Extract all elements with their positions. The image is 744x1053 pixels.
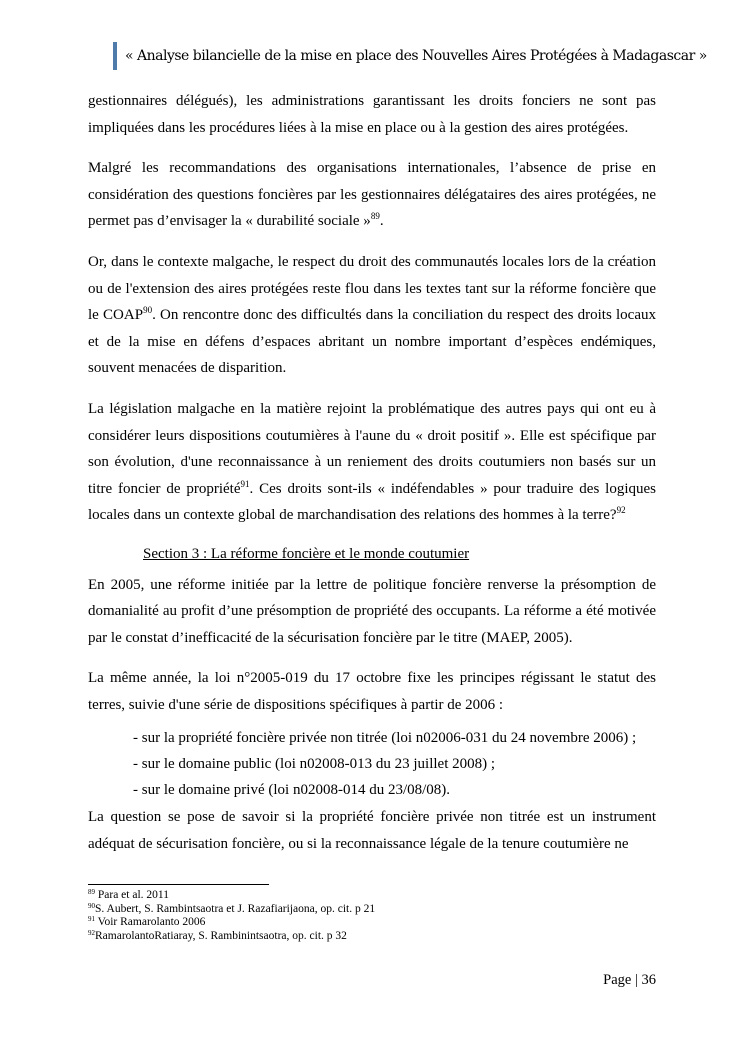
footnote-number: 89 — [88, 888, 95, 896]
running-header: « Analyse bilancielle de la mise en place des Nouvelles Aires Protégées à Madagascar » — [113, 42, 707, 70]
law-list — [88, 726, 656, 802]
footnote-separator — [88, 884, 269, 885]
footnote-ref: 89 — [370, 211, 380, 222]
footnote-text: S. Aubert, S. Rambintsaotra et J. Razafiarijaona, op. cit. p 21 — [95, 902, 376, 915]
footnote-ref: 90 — [143, 305, 153, 316]
footnote-number: 92 — [88, 928, 95, 937]
footnote-number: 90 — [88, 901, 95, 910]
paragraph — [88, 249, 656, 382]
paragraph-text: La législation malgache en la matière rejoint la problématique des autres pays qui ont eu à considérer leurs dispositions coutumières à l'aune du « droit positif ». Elle est spécifique par son évolution, d'une reconnaissance à un reniement des droits coutumiers non basés sur un titre foncier de propriété — [88, 400, 656, 497]
list-item: - sur le domaine public (loi n02008-013 du 23 juillet 2008) ; — [133, 756, 496, 773]
paragraph: gestionnaires délégués), les administrations garantissant les droits fonciers ne sont pas impliquées dans les procédures liées à la mise en place ou à la gestion des aires protégées. — [88, 93, 656, 136]
page-number: Page | 36 — [603, 972, 656, 988]
footnote — [88, 916, 375, 930]
section-heading: Section 3 : La réforme foncière et le monde coutumier — [143, 545, 470, 562]
paragraph-text: Or, dans le contexte malgache, le respect du droit des communautés locales lors de la création ou de l'extension des aires protégées reste flou dans les textes tant sur la réforme foncière que le COAP — [88, 253, 656, 324]
footnote-text: Para et al. 2011 — [95, 889, 169, 901]
paragraph: La même année, la loi n°2005-019 du 17 octobre fixe les principes régissant le statut des terres, suivie d'une série de dispositions spécifiques à partir de 2006 : — [88, 670, 656, 713]
paragraph-text: . Ces droits sont-ils « indéfendables » pour traduire des logiques locales dans un contexte global de marchandisation des relations des hommes à la terre? — [88, 480, 656, 524]
footnote-ref: 92 — [616, 505, 626, 516]
footnote — [88, 930, 375, 944]
list-item: - sur le domaine privé (loi n02008-014 du 23/08/08). — [133, 782, 451, 799]
paragraph — [88, 155, 656, 235]
paragraph: En 2005, une réforme initiée par la lettre de politique foncière renverse la présomption de domanialité au profit d’une présomption de propriété des occupants. La réforme a été motivée par le constat d’inefficacité de la sécurisation foncière par le titre (MAEP, 2005). — [88, 576, 656, 646]
footnotes — [88, 889, 375, 943]
paragraph-text: Malgré les recommandations des organisations internationales, l’absence de prise en considération des questions foncières par les gestionnaires délégataires des aires protégées, ne permet pas d’envisager la « durabilité sociale » — [88, 160, 656, 230]
footnote-ref: 91 — [240, 478, 250, 489]
footnote — [88, 903, 375, 917]
footnote-text: Voir Ramarolanto 2006 — [95, 916, 206, 928]
list-item: - sur la propriété foncière privée non titrée (loi n02006-031 du 24 novembre 2006) ; — [133, 730, 637, 747]
paragraph-text: . — [379, 213, 384, 230]
footnote-number: 91 — [88, 915, 95, 923]
document-body — [88, 88, 656, 872]
footnote — [88, 889, 375, 903]
footnote-text: RamarolantoRatiaray, S. Rambinintsaotra, op. cit. p 32 — [95, 929, 347, 942]
paragraph: La question se pose de savoir si la propriété foncière privée non titrée est un instrument adéquat de sécurisation foncière, ou si la reconnaissance légale de la tenure coutumière ne — [88, 809, 656, 853]
paragraph — [88, 396, 656, 529]
paragraph-text: . On rencontre donc des difficultés dans la conciliation du respect des droits locaux et de la mise en défens d’espaces abritant un nombre important d’espèces endémiques, souvent menacées de disparition. — [88, 307, 656, 377]
